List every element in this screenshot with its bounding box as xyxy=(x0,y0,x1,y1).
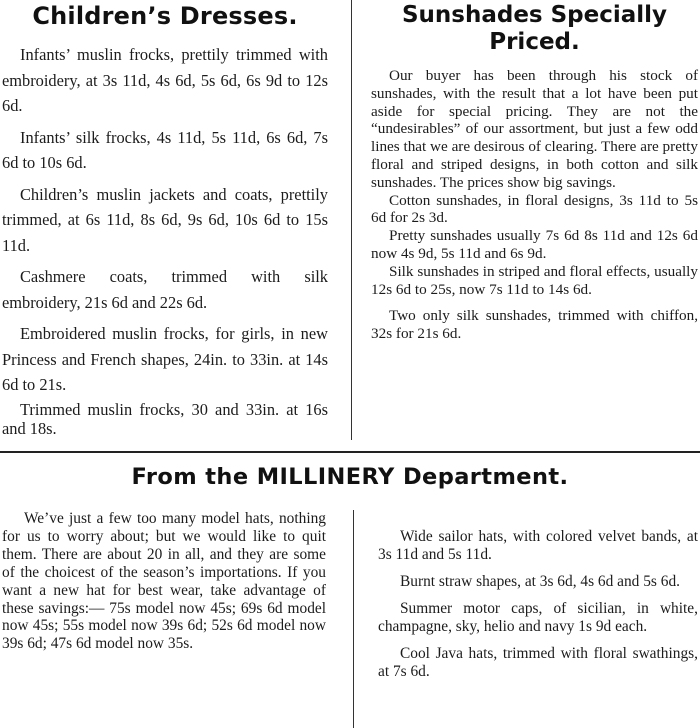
millinery-item: Cool Java hats, trimmed with floral swathings, at 7s 6d. xyxy=(378,645,698,680)
sunshades-column xyxy=(371,2,698,343)
millinery-intro: We’ve just a few too many model hats, nothing for us to worry about; but we would like to quit them. There are about 20 in all, and they are some of the choicest of the season’s importations. If you want a new hat for best wear, take advantage of these savings:— 75s model now 45s; 69s 6d model now 45s; 55s model now 39s 6d; 52s 6d model now 39s 6d; 47s 6d model now 35s. xyxy=(2,510,326,653)
childrens-dresses-item: Cashmere coats, trimmed with silk embroidery, 21s 6d and 22s 6d. xyxy=(2,267,328,312)
millinery-item: Wide sailor hats, with colored velvet bands, at 3s 11d and 5s 11d. xyxy=(378,528,698,563)
childrens-dresses-item: Embroidered muslin frocks, for girls, in new Princess and French shapes, 24in. to 33in. at 14s 6d to 21s. xyxy=(2,324,328,394)
sunshades-item: Silk sunshades in striped and floral effects, usually 12s 6d to 25s, now 7s 11d to 14s 6d. xyxy=(371,262,698,298)
sunshades-item: Two only silk sunshades, trimmed with chiffon, 32s for 21s 6d. xyxy=(371,307,698,343)
section-divider xyxy=(0,451,700,453)
column-divider xyxy=(351,0,352,440)
millinery-left-column xyxy=(2,510,326,653)
childrens-dresses-item: Children’s muslin jackets and coats, prettily trimmed, at 6s 11d, 8s 6d, 9s 6d, 10s 6d to 15s 11d. xyxy=(2,184,328,255)
sunshades-heading: Sunshades Specially Priced. xyxy=(401,2,668,55)
childrens-dresses-item: Infants’ silk frocks, 4s 11d, 5s 11d, 6s 6d, 7s 6d to 10s 6d. xyxy=(2,127,328,172)
sunshades-intro: Our buyer has been through his stock of sunshades, with the result that a lot have been put aside for special pricing. They are not the “undesirables” of our assortment, but just a few odd lines that we are desirous of clearing. There are pretty floral and striped designs, in both cotton and silk sunshades. The prices show big savings. xyxy=(371,67,698,191)
childrens-dresses-column xyxy=(2,4,328,438)
childrens-dresses-item: Infants’ muslin frocks, prettily trimmed with embroidery, at 3s 11d, 4s 6d, 5s 6d, 6s 9d to 12s 6d. xyxy=(2,45,328,115)
millinery-item: Summer motor caps, of sicilian, in white, champagne, sky, helio and navy 1s 9d each. xyxy=(378,600,698,635)
millinery-right-column xyxy=(378,528,698,681)
millinery-heading: From the MILLINERY Department. xyxy=(131,464,569,490)
column-divider xyxy=(353,510,354,728)
millinery-item: Burnt straw shapes, at 3s 6d, 4s 6d and 5s 6d. xyxy=(400,573,680,590)
childrens-dresses-heading: Children’s Dresses. xyxy=(32,2,298,30)
sunshades-item: Cotton sunshades, in floral designs, 3s 11d to 5s 6d for 2s 3d. xyxy=(371,191,698,227)
sunshades-item: Pretty sunshades usually 7s 6d 8s 11d and 12s 6d now 4s 9d, 5s 11d and 6s 9d. xyxy=(371,227,698,262)
childrens-dresses-item: Trimmed muslin frocks, 30 and 33in. at 16s and 18s. xyxy=(2,399,328,438)
